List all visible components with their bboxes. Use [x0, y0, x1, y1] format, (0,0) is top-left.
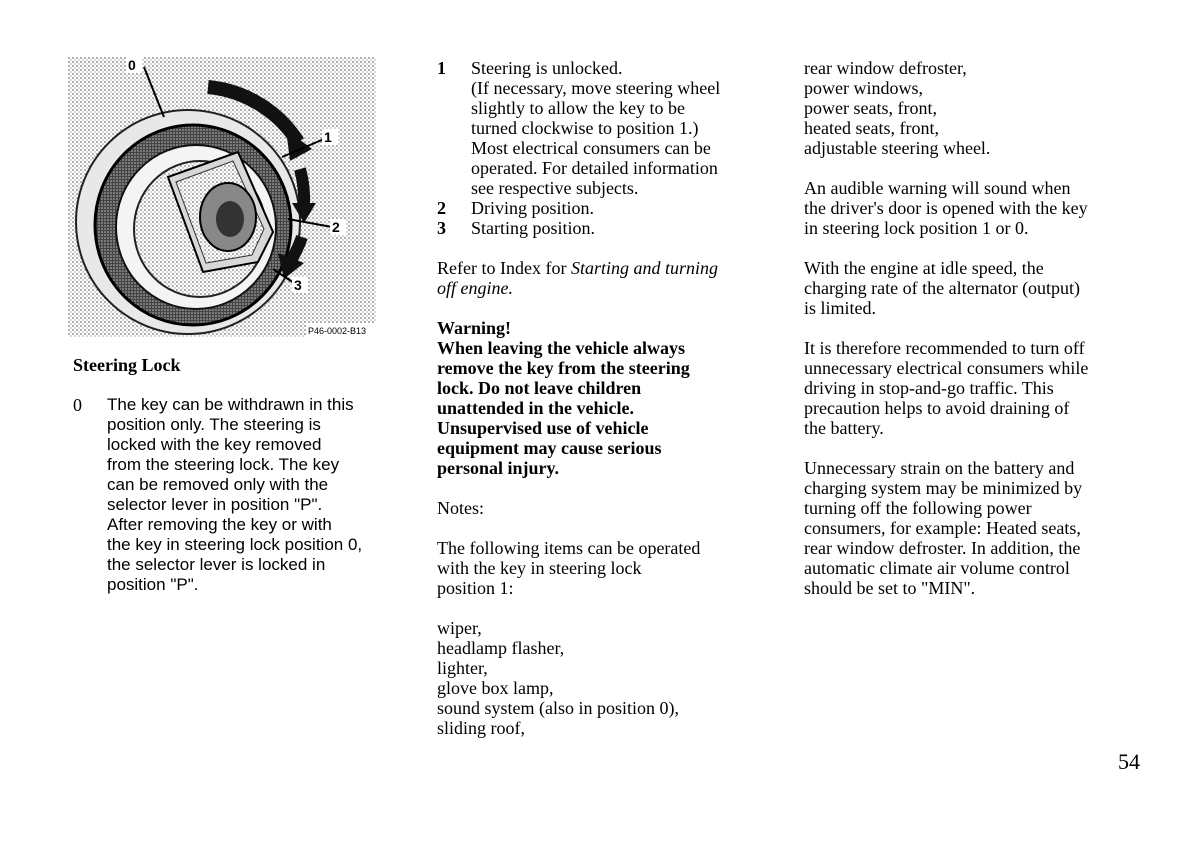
text-line: the selector lever is locked in [107, 555, 326, 574]
text-line: equipment may cause serious [437, 438, 662, 458]
text-line: turned clockwise to position 1.) [471, 118, 699, 138]
column-middle [437, 58, 777, 738]
text-line: the battery. [804, 418, 884, 438]
text-line: charging rate of the alternator (output) [804, 278, 1081, 298]
list-item-position-3 [437, 218, 777, 238]
idle-speed-paragraph [804, 258, 1144, 318]
refer-link-text: Starting and turning [570, 258, 718, 278]
text-line: unnecessary electrical consumers while [804, 358, 1089, 378]
item-text: Driving position. [471, 198, 595, 218]
list-item: sound system (also in position 0), [437, 698, 679, 718]
ignition-lock-illustration [68, 57, 376, 337]
text-line: unattended in the vehicle. [437, 398, 635, 418]
text-line: When leaving the vehicle always [437, 338, 685, 358]
list-item: glove box lamp, [437, 678, 554, 698]
item-number: 2 [437, 198, 446, 218]
refer-link-text: off engine. [437, 278, 513, 298]
item-text [107, 395, 403, 595]
text-line: see respective subjects. [471, 178, 639, 198]
text-line: locked with the key removed [107, 435, 322, 454]
notes-heading: Notes: [437, 498, 484, 518]
text-line: precaution helps to avoid draining of [804, 398, 1070, 418]
text-line: position only. The steering is [107, 415, 321, 434]
item-number: 1 [437, 58, 446, 78]
list-item-position-0 [73, 395, 403, 595]
list-item-position-1 [437, 58, 777, 198]
text-line: the key in steering lock position 0, [107, 535, 363, 554]
column-right [804, 58, 1144, 598]
text-line: in steering lock position 1 or 0. [804, 218, 1029, 238]
page-number: 54 [1118, 749, 1140, 774]
text-line: the driver's door is opened with the key [804, 198, 1088, 218]
text-line: consumers, for example: Heated seats, [804, 518, 1081, 538]
text-line: selector lever in position "P". [107, 495, 323, 514]
text-line: turning off the following power [804, 498, 1032, 518]
text-line: After removing the key or with [107, 515, 332, 534]
text-line: Unsupervised use of vehicle [437, 418, 649, 438]
text-line: is limited. [804, 298, 876, 318]
list-item: heated seats, front, [804, 118, 939, 138]
list-item: lighter, [437, 658, 488, 678]
audible-warning-paragraph [804, 178, 1144, 238]
text-line: It is therefore recommended to turn off [804, 338, 1085, 358]
list-item: adjustable steering wheel. [804, 138, 991, 158]
text-line: remove the key from the steering [437, 358, 690, 378]
item-number: 0 [73, 395, 82, 415]
text-line: position "P". [107, 575, 199, 594]
ignition-lock-figure [68, 57, 376, 337]
text-line: rear window defroster. In addition, the [804, 538, 1081, 558]
warning-block [437, 318, 777, 478]
list-item: wiper, [437, 618, 482, 638]
item-text: Starting position. [471, 218, 596, 238]
battery-strain-paragraph [804, 458, 1144, 598]
text-line: Steering is unlocked. [471, 58, 623, 78]
warning-heading: Warning! [437, 318, 512, 338]
text-line: personal injury. [437, 458, 560, 478]
list-item: sliding roof, [437, 718, 525, 738]
text-line: slightly to allow the key to be [471, 98, 685, 118]
callout-1-label: 1 [324, 129, 332, 145]
callout-0-label: 0 [128, 57, 136, 73]
list-item: rear window defroster, [804, 58, 967, 78]
text-line: from the steering lock. The key [107, 455, 340, 474]
callout-3-label: 3 [294, 277, 302, 293]
text-line: lock. Do not leave children [437, 378, 642, 398]
list-item: headlamp flasher, [437, 638, 565, 658]
text-line: operated. For detailed information [471, 158, 718, 178]
refer-prefix: Refer to Index for [437, 258, 571, 278]
consumers-list [437, 618, 777, 738]
item-number: 3 [437, 218, 446, 238]
recommendation-paragraph [804, 338, 1144, 438]
consumers-list-continued [804, 58, 1144, 158]
figure-code: P46-0002-B13 [308, 326, 367, 336]
text-line: should be set to "MIN". [804, 578, 976, 598]
list-item: power seats, front, [804, 98, 937, 118]
text-line: charging system may be minimized by [804, 478, 1083, 498]
text-line: (If necessary, move steering wheel [471, 78, 721, 98]
text-line: The key can be withdrawn in this [107, 395, 354, 414]
list-item-position-2 [437, 198, 777, 218]
text-line: Most electrical consumers can be [471, 138, 711, 158]
item-text [471, 58, 777, 198]
column-left [73, 355, 403, 595]
refer-paragraph [437, 258, 777, 298]
list-item: power windows, [804, 78, 923, 98]
text-line: automatic climate air volume control [804, 558, 1070, 578]
section-heading: Steering Lock [73, 355, 181, 375]
text-line: An audible warning will sound when [804, 178, 1071, 198]
callout-2-label: 2 [332, 219, 340, 235]
text-line: The following items can be operated [437, 538, 701, 558]
text-line: driving in stop-and-go traffic. This [804, 378, 1054, 398]
text-line: position 1: [437, 578, 514, 598]
text-line: can be removed only with the [107, 475, 329, 494]
text-line: Unnecessary strain on the battery and [804, 458, 1075, 478]
text-line: with the key in steering lock [437, 558, 642, 578]
following-paragraph [437, 538, 777, 598]
text-line: With the engine at idle speed, the [804, 258, 1044, 278]
